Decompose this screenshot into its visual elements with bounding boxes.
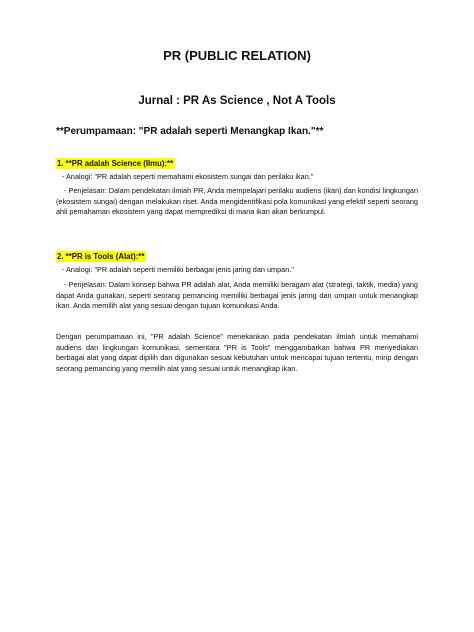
section-1-explanation: - Penjelasan: Dalam pendekatan ilmiah PR, Anda mempelajari perilaku audiens (ikan) dan kondisi lingkungan (ekosistem sungai) dengan melakukan riset. Anda mengidentifikasi pola komunikasi yang efektif seperti seorang ahli pemahaman ekosistem yang dapat memprediksi di mana ikan akan berkumpul. (56, 186, 418, 217)
section-1-heading: 1. **PR adalah Science (Ilmu):** (57, 159, 174, 168)
document-title: PR (PUBLIC RELATION) (163, 48, 311, 63)
section-2-heading: 2. **PR is Tools (Alat):** (57, 252, 145, 261)
conclusion-paragraph: Dengan perumpamaan ini, "PR adalah Science" menekankan pada pendekatan ilmiah untuk memahami audiens dan lingkungan komunikasi, sementara "PR is Tools" menggambarkan bahwa PR menyediakan berbagai alat yang dapat dipilih dan digunakan sesuai kebutuhan untuk mencapai tujuan tertentu, mirip dengan seorang pemancing yang memilih alat yang sesuai untuk menangkap ikan. (56, 332, 418, 373)
analogy-lead: **Perumpamaan: "PR adalah seperti Menangkap Ikan."** (56, 126, 324, 137)
journal-subtitle: Jurnal : PR As Science , Not A Tools (138, 95, 336, 107)
section-2-explanation: - Penjelasan: Dalam konsep bahwa PR adalah alat, Anda memiliki beragam alat (strategi, taktik, media) yang dapat Anda gunakan, seperti seorang pemancing memiliki berbagai jenis jaring dan umpan untuk menangkap ikan. Anda memilih alat yang sesuai dengan tujuan komunikasi Anda. (56, 280, 418, 311)
section-2-analogy: - Analogi: "PR adalah seperti memiliki berbagai jenis jaring dan umpan." (62, 265, 294, 274)
section-1-analogy: - Analogi: "PR adalah seperti memahami ekosistem sungai dan perilaku ikan." (62, 172, 314, 181)
